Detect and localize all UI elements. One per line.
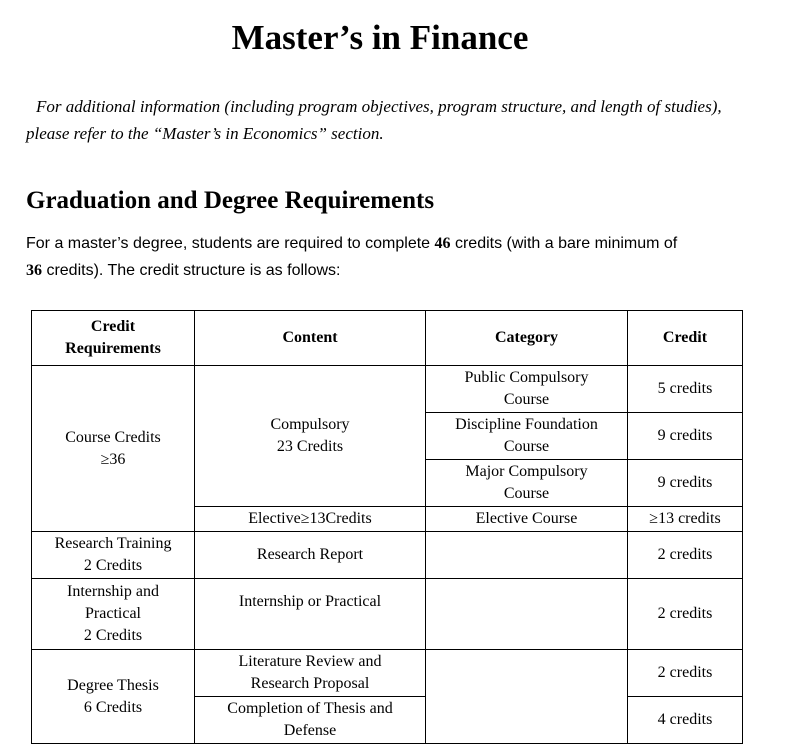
research-training-credit: 2 credits <box>628 532 743 579</box>
course-credits-label <box>32 366 195 532</box>
thesis-content <box>195 697 426 744</box>
label-line: 2 Credits <box>83 627 143 644</box>
requirements-paragraph <box>26 230 746 284</box>
para-text-3: credits). The credit structure is as follows: <box>42 262 341 279</box>
research-training-label <box>32 532 195 579</box>
table-row <box>32 650 743 697</box>
label-line: Practical <box>85 605 141 622</box>
content-line: Compulsory <box>270 416 350 433</box>
label-line: Research Training <box>54 535 172 552</box>
degree-thesis-label <box>32 650 195 744</box>
header-credit-requirements <box>32 311 195 366</box>
compulsory-content <box>195 366 426 507</box>
para-text-2: credits (with a bare minimum of <box>450 235 678 252</box>
header-line: Requirements <box>65 340 161 357</box>
para-text-1: For a master’s degree, students are required to complete <box>26 235 435 252</box>
table-row <box>32 366 743 413</box>
table-row <box>32 532 743 579</box>
header-category: Category <box>426 311 628 366</box>
category-line: Discipline Foundation <box>455 416 598 433</box>
min-credits: 36 <box>26 262 42 279</box>
label-line: Internship and <box>67 583 159 600</box>
content-line: Defense <box>283 722 337 739</box>
elective-content: Elective≥13Credits <box>195 507 426 532</box>
content-line: Completion of Thesis and <box>227 700 393 717</box>
table-row <box>32 579 743 650</box>
content-line: Research Proposal <box>250 675 370 692</box>
label-line: Degree Thesis <box>67 676 159 694</box>
total-credits: 46 <box>434 235 451 252</box>
content-line: Literature Review and <box>238 653 382 670</box>
internship-content: Internship or Practical <box>195 579 426 650</box>
table-header-row <box>32 311 743 366</box>
thesis-credit: 2 credits <box>628 650 743 697</box>
section-heading: Graduation and Degree Requirements <box>26 187 435 214</box>
elective-category: Elective Course <box>426 507 628 532</box>
category-line: Course <box>503 391 550 408</box>
label-line: 6 Credits <box>83 698 143 716</box>
content-line: 23 Credits <box>276 438 344 455</box>
thesis-content <box>195 650 426 697</box>
label-line: Course Credits <box>65 428 161 446</box>
internship-category <box>426 579 628 650</box>
credit-cell: 5 credits <box>628 366 743 413</box>
header-credit: Credit <box>628 311 743 366</box>
internship-label <box>32 579 195 650</box>
research-training-category <box>426 532 628 579</box>
label-line: ≥36 <box>100 450 126 468</box>
research-training-content: Research Report <box>195 532 426 579</box>
category-line: Course <box>503 438 550 455</box>
credit-cell: 9 credits <box>628 413 743 460</box>
credit-structure-table <box>31 310 743 744</box>
header-line: Credit <box>90 318 136 335</box>
intro-text: For additional information (including program objectives, program structure, and length of studies), please refer to the “Master’s in Economics” section. <box>26 97 722 143</box>
thesis-credit: 4 credits <box>628 697 743 744</box>
category-line: Course <box>503 485 550 502</box>
document-title: Master’s in Finance <box>231 18 529 57</box>
header-content: Content <box>195 311 426 366</box>
label-line: 2 Credits <box>83 557 143 574</box>
intro-paragraph <box>26 93 746 147</box>
internship-credit: 2 credits <box>628 579 743 650</box>
credit-cell: 9 credits <box>628 460 743 507</box>
elective-credit: ≥13 credits <box>628 507 743 532</box>
category-cell <box>426 413 628 460</box>
category-cell <box>426 366 628 413</box>
category-cell <box>426 460 628 507</box>
category-line: Major Compulsory <box>465 463 588 480</box>
category-line: Public Compulsory <box>464 369 589 386</box>
thesis-category <box>426 650 628 744</box>
